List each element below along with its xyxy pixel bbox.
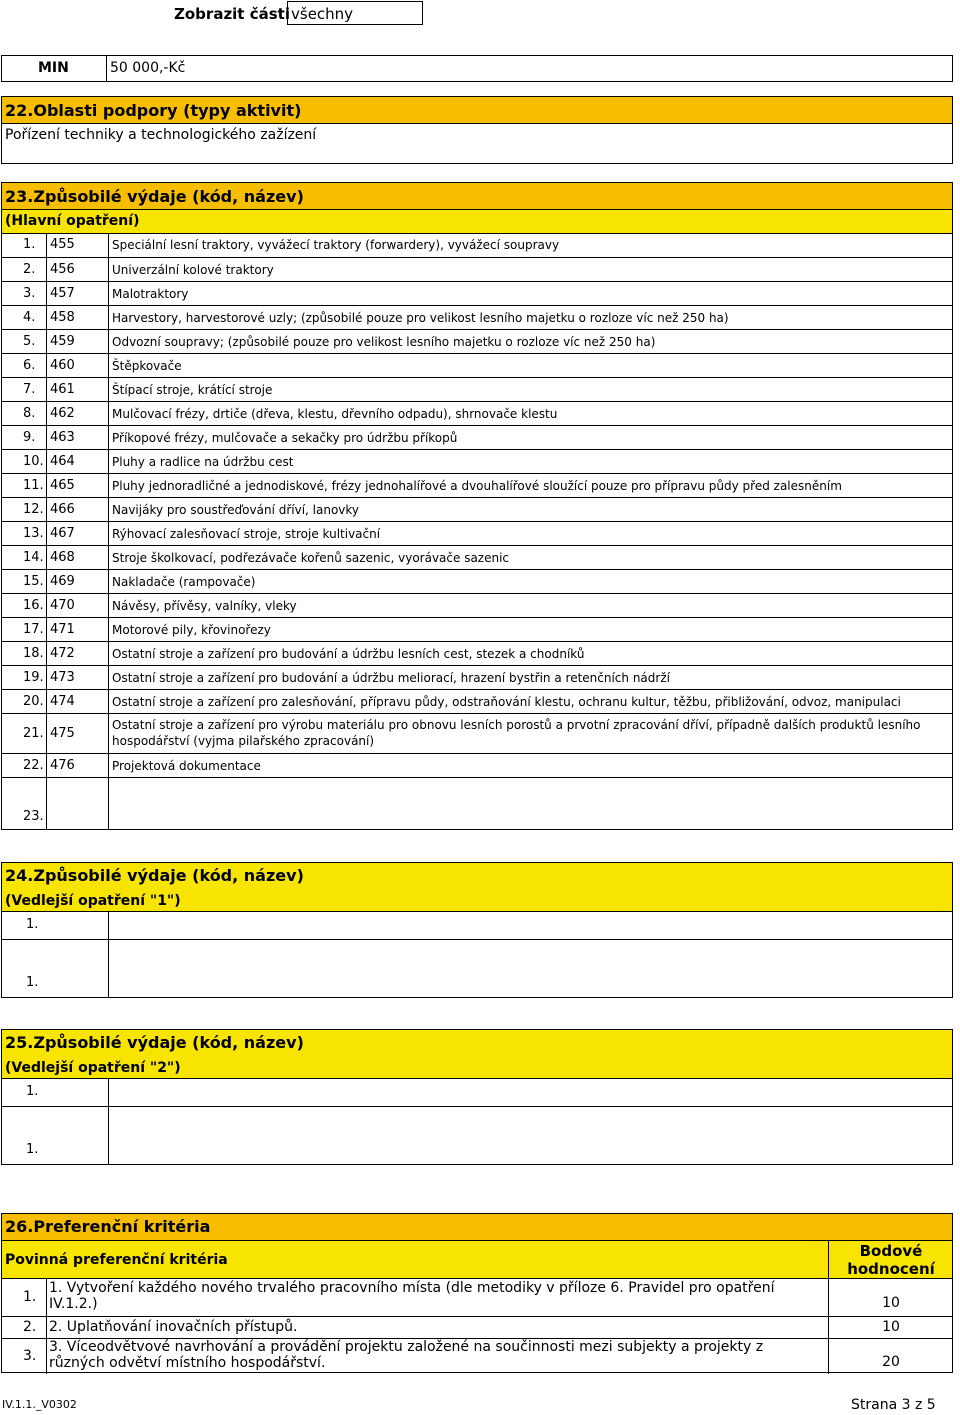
cost-row [2, 449, 952, 474]
row-name: Štěpkovače [108, 354, 952, 378]
criteria-text: 1. Vytvoření každého nového trvalého pracovního místa (dle metodiky v příloze 6. Pravidel pro opatření IV.1.2.) [49, 1280, 775, 1312]
section-24-num-1: 1. [26, 917, 39, 932]
row-name: Pluhy jednoradličné a jednodiskové, frézy jednohalířové a dvouhalířové sloužící pouze pro přípravu půdy před zalesněním [108, 474, 952, 498]
criteria-num: 2. [23, 1319, 37, 1335]
row-name: Malotraktory [108, 282, 952, 306]
row-name: Ostatní stroje a zařízení pro budování a údržbu meliorací, hrazení bystřin a retenčních nádrží [108, 666, 952, 690]
section-25-title: 25.Způsobilé výdaje (kód, název) [5, 1033, 304, 1052]
row-number: 7. [23, 382, 36, 397]
row-name: Harvestory, harvestorové uzly; (způsobilé pouze pro velikost lesního majetku o rozloze víc než 250 ha) [108, 306, 952, 330]
row-name: Mulčovací frézy, drtiče (dřeva, klestu, dřevního odpadu), shrnovače klestu [108, 402, 952, 426]
row-code: 461 [46, 378, 112, 402]
section-23-subtitle: (Hlavní opatření) [5, 213, 140, 229]
cost-row [2, 425, 952, 450]
row-code: 464 [46, 450, 112, 474]
row-code: 462 [46, 402, 112, 426]
row-code: 466 [46, 498, 112, 522]
row-number: 10. [23, 454, 44, 469]
row-code: 471 [46, 618, 112, 642]
cost-row [2, 593, 952, 618]
row-code: 475 [46, 714, 112, 754]
section-24-subtitle: (Vedlejší opatření "1") [5, 893, 181, 909]
section-25 [1, 1029, 953, 1165]
section-24-num-2: 1. [26, 975, 39, 990]
row-name: Návěsy, přívěsy, valníky, vleky [108, 594, 952, 618]
cost-row [2, 257, 952, 282]
cost-row [2, 617, 952, 642]
criteria-row [2, 1338, 952, 1374]
row-name: Ostatní stroje a zařízení pro budování a údržbu lesních cest, stezek a chodníků [108, 642, 952, 666]
cost-row [2, 497, 952, 522]
cost-row [2, 305, 952, 330]
cost-row [2, 689, 952, 714]
cost-row [2, 353, 952, 378]
row-code: 456 [46, 258, 112, 282]
row-code: 458 [46, 306, 112, 330]
row-number: 2. [23, 262, 36, 277]
row-name: Příkopové frézy, mulčovače a sekačky pro údržbu příkopů [108, 426, 952, 450]
cost-row [2, 753, 952, 778]
section-26-subtitle: Povinná preferenční kritéria [5, 1252, 228, 1268]
criteria-score: 10 [882, 1295, 900, 1311]
row-number: 5. [23, 334, 36, 349]
row-name: Pluhy a radlice na údržbu cest [108, 450, 952, 474]
score-header: Bodové hodnocení [847, 1242, 935, 1278]
row-name: Ostatní stroje a zařízení pro zalesňování, přípravu půdy, odstraňování klestu, ochranu kultur, těžbu, přibližování, odvoz, manipulaci [108, 690, 952, 714]
row-code: 463 [46, 426, 112, 450]
cost-row [2, 281, 952, 306]
cost-row [2, 233, 952, 257]
section-23-rows [2, 233, 952, 777]
section-23-title: 23.Způsobilé výdaje (kód, název) [5, 187, 304, 206]
row-name: Projektová dokumentace [108, 754, 952, 778]
section-22-text: Pořízení techniky a technologického zažízení [5, 127, 317, 143]
cost-row [2, 665, 952, 690]
row-name: Motorové pily, křovinořezy [108, 618, 952, 642]
min-value: 50 000,-Kč [110, 60, 186, 76]
cost-row [2, 713, 952, 754]
row-code: 473 [46, 666, 112, 690]
row-code: 460 [46, 354, 112, 378]
section-26-title: 26.Preferenční kritéria [5, 1217, 211, 1236]
cost-row [2, 329, 952, 354]
section-25-num-2: 1. [26, 1142, 39, 1157]
row-name: Speciální lesní traktory, vyvážecí traktory (forwardery), vyvážecí soupravy [108, 233, 952, 257]
filter-label: Zobrazit části [174, 5, 290, 23]
row-name: Stroje školkovací, podřezávače kořenů sazenic, vyorávače sazenic [108, 546, 952, 570]
criteria-score: 20 [882, 1354, 900, 1370]
section-23 [1, 182, 953, 830]
cost-row [2, 401, 952, 426]
page-number: Strana 3 z 5 [851, 1397, 936, 1413]
criteria-text: 3. Víceodvětvové navrhování a provádění projektu založené na součinnosti mezi subjekty a projekty z různých odvětví místního hospodářství. [49, 1339, 764, 1371]
cost-row [2, 377, 952, 402]
row-number: 18. [23, 646, 44, 661]
row-number: 21. [23, 726, 44, 741]
row-name: Ostatní stroje a zařízení pro výrobu materiálu pro obnovu lesních porostů a prvotní zpracování dříví, případně dalších produktů lesního hospodářství (vyjma pilařského zpracování) [108, 714, 952, 754]
min-table [1, 55, 953, 82]
row-name: Navijáky pro soustřeďování dříví, lanovky [108, 498, 952, 522]
criteria-row [2, 1316, 952, 1338]
min-label: MIN [38, 60, 69, 76]
row-number: 15. [23, 574, 44, 589]
row-number: 3. [23, 286, 36, 301]
cost-row [2, 473, 952, 498]
row-number: 6. [23, 358, 36, 373]
row-code: 474 [46, 690, 112, 714]
row-number: 13. [23, 526, 44, 541]
row-number: 1. [23, 237, 36, 252]
criteria-num: 3. [23, 1348, 37, 1364]
row-code: 472 [46, 642, 112, 666]
row-name: Nakladače (rampovače) [108, 570, 952, 594]
section-25-subtitle: (Vedlejší opatření "2") [5, 1060, 181, 1076]
filter-select[interactable] [287, 1, 423, 25]
row-number: 4. [23, 310, 36, 325]
criteria-text: 2. Uplatňování inovačních přístupů. [49, 1319, 298, 1335]
row-code: 455 [46, 233, 112, 257]
row-code: 469 [46, 570, 112, 594]
row-name: Rýhovací zalesňovací stroje, stroje kultivační [108, 522, 952, 546]
section-22-title: 22.Oblasti podpory (typy aktivit) [5, 101, 302, 120]
section-24 [1, 862, 953, 998]
row-number: 11. [23, 478, 44, 493]
section-25-num-1: 1. [26, 1084, 39, 1099]
row-name: Štípací stroje, krátící stroje [108, 378, 952, 402]
row-number: 12. [23, 502, 44, 517]
row-number: 22. [23, 758, 44, 773]
cost-row [2, 521, 952, 546]
section-23-extra-num: 23. [23, 809, 44, 824]
filter-value: všechny [291, 5, 354, 23]
row-number: 16. [23, 598, 44, 613]
row-number: 9. [23, 430, 36, 445]
row-number: 17. [23, 622, 44, 637]
row-number: 20. [23, 694, 44, 709]
cost-row [2, 545, 952, 570]
cost-row [2, 569, 952, 594]
row-code: 465 [46, 474, 112, 498]
row-code: 470 [46, 594, 112, 618]
row-number: 19. [23, 670, 44, 685]
footer-code: IV.1.1._V0302 [2, 1398, 77, 1411]
row-code: 468 [46, 546, 112, 570]
row-code: 457 [46, 282, 112, 306]
section-26 [1, 1213, 953, 1373]
section-24-title: 24.Způsobilé výdaje (kód, název) [5, 866, 304, 885]
section-22 [1, 96, 953, 164]
row-name: Odvozní soupravy; (způsobilé pouze pro velikost lesního majetku o rozloze víc než 250 ha) [108, 330, 952, 354]
cost-row [2, 641, 952, 666]
row-code: 467 [46, 522, 112, 546]
criteria-row [2, 1278, 952, 1316]
row-number: 14. [23, 550, 44, 565]
criteria-score: 10 [882, 1319, 900, 1335]
row-code: 476 [46, 754, 112, 778]
row-name: Univerzální kolové traktory [108, 258, 952, 282]
criteria-num: 1. [23, 1289, 37, 1305]
row-number: 8. [23, 406, 36, 421]
row-code: 459 [46, 330, 112, 354]
